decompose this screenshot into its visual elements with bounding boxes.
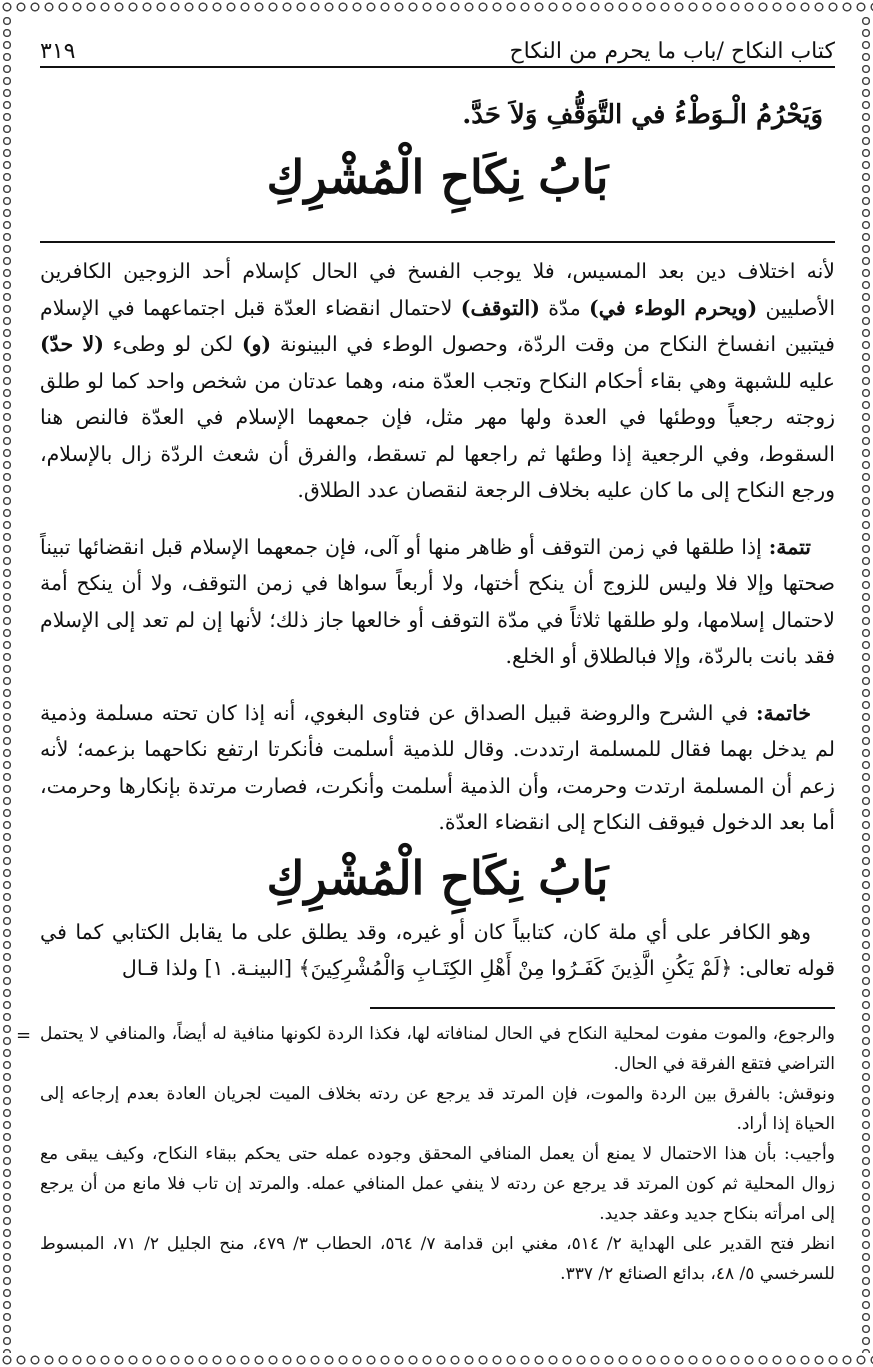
ornamental-border-top	[0, 0, 873, 14]
bold-matn-segment: تتمة:	[768, 534, 811, 559]
footnote-paragraph: وأجيب: بأن هذا الاحتمال لا يمنع أن يعمل المنافي المحقق وجوده عمله حتى يحكم ببقاء النكاح، وكيف يبقى مع زوال المحلية ثم كون المرتد قد يرجع عن ردته لا ينفي عمل المنافي عمله. والمرتد إن تاب فلا مانع من أن يرجع إلى امرأته بنكاح جديد وعقد جديد.	[40, 1143, 835, 1224]
chapter-heading-second: بَابُ نِكَاحِ الْمُشْرِكِ	[266, 850, 609, 905]
section-rule	[40, 241, 835, 243]
footnote-paragraph: والرجوع، والموت مفوت لمحلية النكاح في الحال لمنافاته لها، فكذا الردة لكونها منافية له أيضاً، والمنافي لا يحتمل التراضي فتقع الفرقة في الحال.	[40, 1023, 835, 1074]
text-segment: لاحتمال انقضاء العدّة قبل اجتماعهما في الإسلام فيتبين انفساخ النكاح من وقت الردّة، وحصول الوطء في البينونة	[40, 295, 835, 357]
footnote-paragraph: ونوقش: بالفرق بين الردة والموت، فإن المرتد قد يرجع عن ردته بخلاف الميت لجريان العادة بعدم إرجاعه إلى الحياة إذا أراد.	[40, 1083, 835, 1134]
footnote-separator	[370, 1007, 835, 1009]
page-number: ٣١٩	[40, 39, 76, 64]
bold-matn-segment: (و)	[241, 332, 272, 357]
ornamental-border-right	[859, 14, 873, 1353]
matn-line: وَيَحْرُمُ الْـوَطْءُ في التَّوَقُّفِ وَلاَ حَدَّ.	[462, 100, 823, 130]
ornamental-border-left	[0, 14, 14, 1353]
text-segment: لأنه اختلاف دين بعد المسيس، فلا يوجب الفسخ في الحال كإسلام أحد الزوجين الكافرين الأصليين	[40, 259, 836, 320]
chapter-intro-paragraph: وهو الكافر على أي ملة كان، كتابياً كان أو غيره، وقد يطلق على ما يقابل الكتابي كما في قوله تعالى: ﴿لَمْ يَكُنِ الَّذِينَ كَفَـرُوا مِنْ أَهْلِ الكِتَـابِ وَالْمُشْرِكِينَ﴾ [البينـة. ١] ولذا قـال	[40, 919, 835, 981]
text-segment: عليه للشبهة وهي بقاء أحكام النكاح وتجب العدّة منه، وهما عدتان من شخص واحد كما لو طلق زوجته رجعياً ووطئها في العدة ولها مهر مثل، فإن جمعهما الإسلام في العدّة فالنص هنا السقوط، وفي الرجعية إذا وطئها ثم راجعها لم تسقط، والفرق أن شعث الردّة زال بالإسلام، ورجع النكاح إلى ما كان عليه بخلاف الرجعة لنقصان عدد الطلاق.	[40, 368, 835, 503]
bold-matn-segment: (التوقف)	[460, 295, 540, 320]
bold-matn-segment: خاتمة:	[755, 700, 811, 725]
book-page	[16, 18, 836, 1348]
running-header	[40, 18, 835, 68]
header-title: كتاب النكاح /باب ما يحرم من النكاح	[509, 39, 835, 64]
ornamental-border-bottom	[0, 1353, 873, 1367]
khatima-paragraph	[40, 695, 835, 841]
footnote-references: انظر فتح القدير على الهداية ٢/ ٥١٤، مغني ابن قدامة ٧/ ٥٦٤، الحطاب ٣/ ٤٧٩، منح الجليل ٢/ ٧١، المبسوط للسرخسي ٥/ ٤٨، بدائع الصنائع ٢/ ٣٣٧.	[40, 1233, 835, 1284]
text-segment: لكن لو وطىء	[103, 332, 242, 357]
text-segment: في الشرح والروضة قبيل الصداق عن فتاوى البغوي، أنه إذا كان تحته مسلمة وذمية لم يدخل بهما فقال للمسلمة ارتددت. وقال للذمية أسلمت فأنكرتا ارتفع نكاحهما بزعمه؛ لأنه زعم أن المسلمة ارتدت وحرمت، وأن الذمية أسلمت وأنكرت، فصارت مرتدة بإنكارها وحرمت، أما بعد الدخول فيوقف النكاح إلى انقضاء العدّة.	[40, 700, 836, 835]
text-segment: مدّة	[539, 295, 590, 320]
bold-matn-segment: (ويحرم الوطء في)	[589, 295, 758, 320]
footnotes	[16, 1019, 835, 1289]
text-segment: إذا طلقها في زمن التوقف أو ظاهر منها أو آلى، فإن جمعهما الإسلام قبل انقضائها تبيناً صحتها وإلا فلا وليس للزوج أن ينكح أختها، ولا أربعاً سواها في زمن التوقف، ولا أن ينكح أمة لاحتمال إسلامها، ولو طلقها ثلاثاً في مدّة التوقف أو خالعها جاز ذلك؛ لأنها إن لم تعد إلى الإسلام فقد بانت بالردّة، وإلا فبالطلاق أو الخلع.	[40, 534, 835, 669]
commentary-paragraph	[40, 253, 835, 509]
bold-matn-segment: (لا حدّ)	[40, 332, 104, 357]
tatimma-paragraph	[40, 529, 835, 675]
chapter-heading: بَابُ نِكَاحِ الْمُشْرِكِ	[266, 150, 609, 204]
footnote-continuation-marker: =	[16, 1024, 32, 1046]
